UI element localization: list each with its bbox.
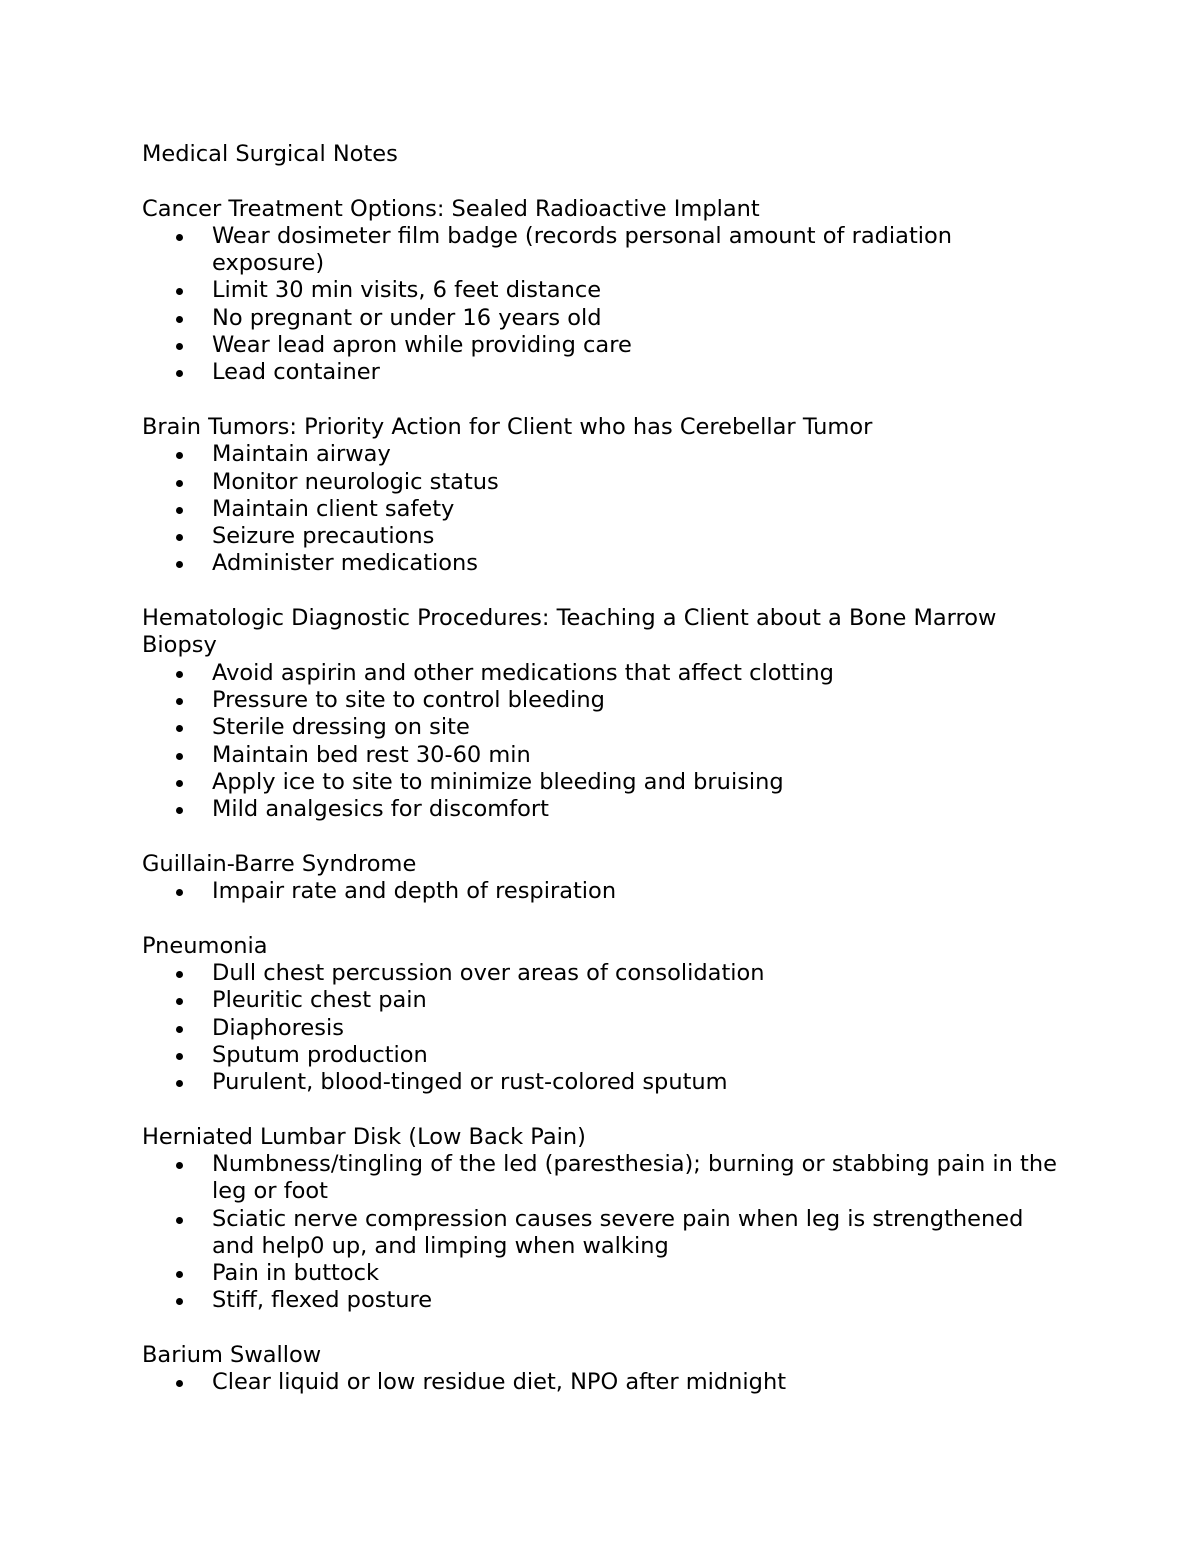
bullet-dot-icon xyxy=(176,288,183,295)
note-section xyxy=(142,1124,1062,1315)
bullet-text: Wear dosimeter film badge (records personal amount of radiation exposure) xyxy=(212,222,953,277)
bullet-text: Wear lead apron while providing care xyxy=(212,332,632,359)
section-heading: Hematologic Diagnostic Procedures: Teaching a Client about a Bone Marrow Biopsy xyxy=(142,605,997,659)
bullet-dot-icon xyxy=(176,671,183,678)
bullet-text: Monitor neurologic status xyxy=(212,468,499,495)
bullet-dot-icon xyxy=(176,807,183,814)
bullet-text: Pleuritic chest pain xyxy=(212,987,427,1014)
sections-container xyxy=(142,196,1062,1397)
note-section xyxy=(142,933,1062,1097)
bullet-dot-icon xyxy=(176,234,183,241)
bullet-text: Administer medications xyxy=(212,550,479,577)
bullet-text: Maintain bed rest 30-60 min xyxy=(212,741,531,768)
bullet-text: Dull chest percussion over areas of consolidation xyxy=(212,959,765,986)
bullet-item xyxy=(142,660,1062,687)
bullet-dot-icon xyxy=(176,971,183,978)
bullet-item xyxy=(142,332,1062,359)
bullet-text: Limit 30 min visits, 6 feet distance xyxy=(212,277,602,304)
bullet-item xyxy=(142,1042,1062,1069)
bullet-text: Stiff, flexed posture xyxy=(212,1287,433,1314)
bullet-dot-icon xyxy=(176,698,183,705)
bullet-item xyxy=(142,960,1062,987)
bullet-item xyxy=(142,277,1062,304)
note-section xyxy=(142,414,1062,578)
section-heading: Guillain-Barre Syndrome xyxy=(142,850,417,877)
bullet-text: Diaphoresis xyxy=(212,1014,344,1041)
bullet-item xyxy=(142,878,1062,905)
bullet-item xyxy=(142,1151,1062,1206)
bullet-item xyxy=(142,742,1062,769)
bullet-list xyxy=(142,960,1062,1096)
bullet-dot-icon xyxy=(176,1026,183,1033)
bullet-dot-icon xyxy=(176,780,183,787)
bullet-dot-icon xyxy=(176,370,183,377)
bullet-list xyxy=(142,441,1062,577)
bullet-item xyxy=(142,796,1062,823)
note-section xyxy=(142,1342,1062,1397)
bullet-dot-icon xyxy=(176,1080,183,1087)
bullet-text: Apply ice to site to minimize bleeding and bruising xyxy=(212,768,784,795)
bullet-item xyxy=(142,1015,1062,1042)
bullet-text: Impair rate and depth of respiration xyxy=(212,878,617,905)
bullet-dot-icon xyxy=(176,507,183,514)
bullet-list xyxy=(142,1151,1062,1315)
bullet-dot-icon xyxy=(176,1053,183,1060)
bullet-dot-icon xyxy=(176,534,183,541)
bullet-dot-icon xyxy=(176,1162,183,1169)
bullet-item xyxy=(142,441,1062,468)
bullet-list xyxy=(142,1369,1062,1396)
bullet-item xyxy=(142,1206,1062,1261)
bullet-text: Sterile dressing on site xyxy=(212,714,470,741)
section-heading: Herniated Lumbar Disk (Low Back Pain) xyxy=(142,1123,586,1150)
bullet-item xyxy=(142,1287,1062,1314)
bullet-dot-icon xyxy=(176,889,183,896)
bullet-dot-icon xyxy=(176,316,183,323)
bullet-text: Sputum production xyxy=(212,1041,428,1068)
bullet-dot-icon xyxy=(176,480,183,487)
bullet-list xyxy=(142,223,1062,387)
bullet-text: Maintain airway xyxy=(212,441,391,468)
bullet-text: Pressure to site to control bleeding xyxy=(212,686,605,713)
bullet-text: No pregnant or under 16 years old xyxy=(212,304,602,331)
bullet-list xyxy=(142,878,1062,905)
bullet-text: Pain in buttock xyxy=(212,1260,380,1287)
bullet-dot-icon xyxy=(176,343,183,350)
bullet-item xyxy=(142,687,1062,714)
bullet-dot-icon xyxy=(176,753,183,760)
bullet-dot-icon xyxy=(176,1380,183,1387)
section-heading: Brain Tumors: Priority Action for Client who has Cerebellar Tumor xyxy=(142,413,873,440)
bullet-item xyxy=(142,769,1062,796)
bullet-dot-icon xyxy=(176,1271,183,1278)
bullet-text: Avoid aspirin and other medications that affect clotting xyxy=(212,659,834,686)
bullet-dot-icon xyxy=(176,998,183,1005)
bullet-item xyxy=(142,1260,1062,1287)
bullet-item xyxy=(142,305,1062,332)
bullet-dot-icon xyxy=(176,452,183,459)
bullet-text: Sciatic nerve compression causes severe pain when leg is strengthened and help0 up, and limping when walking xyxy=(212,1205,1024,1259)
bullet-list xyxy=(142,660,1062,824)
bullet-item xyxy=(142,523,1062,550)
bullet-text: Purulent, blood-tinged or rust-colored sputum xyxy=(212,1069,728,1096)
bullet-item xyxy=(142,714,1062,741)
bullet-text: Lead container xyxy=(212,359,380,386)
bullet-item xyxy=(142,987,1062,1014)
section-heading: Pneumonia xyxy=(142,932,268,959)
bullet-dot-icon xyxy=(176,1298,183,1305)
bullet-item xyxy=(142,550,1062,577)
bullet-item xyxy=(142,496,1062,523)
bullet-dot-icon xyxy=(176,725,183,732)
bullet-text: Seizure precautions xyxy=(212,523,435,550)
bullet-item xyxy=(142,223,1062,278)
bullet-item xyxy=(142,359,1062,386)
bullet-text: Numbness/tingling of the led (paresthesia); burning or stabbing pain in the leg or foot xyxy=(212,1150,1057,1205)
document-page xyxy=(142,141,1062,1424)
bullet-item xyxy=(142,469,1062,496)
bullet-item xyxy=(142,1369,1062,1396)
note-section xyxy=(142,851,1062,906)
bullet-text: Clear liquid or low residue diet, NPO after midnight xyxy=(212,1369,787,1396)
document-title: Medical Surgical Notes xyxy=(142,141,398,167)
note-section xyxy=(142,196,1062,387)
bullet-text: Mild analgesics for discomfort xyxy=(212,796,549,823)
bullet-text: Maintain client safety xyxy=(212,495,455,522)
note-section xyxy=(142,605,1062,823)
section-heading: Cancer Treatment Options: Sealed Radioactive Implant xyxy=(142,195,760,222)
bullet-item xyxy=(142,1069,1062,1096)
bullet-dot-icon xyxy=(176,1217,183,1224)
bullet-dot-icon xyxy=(176,561,183,568)
section-heading: Barium Swallow xyxy=(142,1342,322,1369)
